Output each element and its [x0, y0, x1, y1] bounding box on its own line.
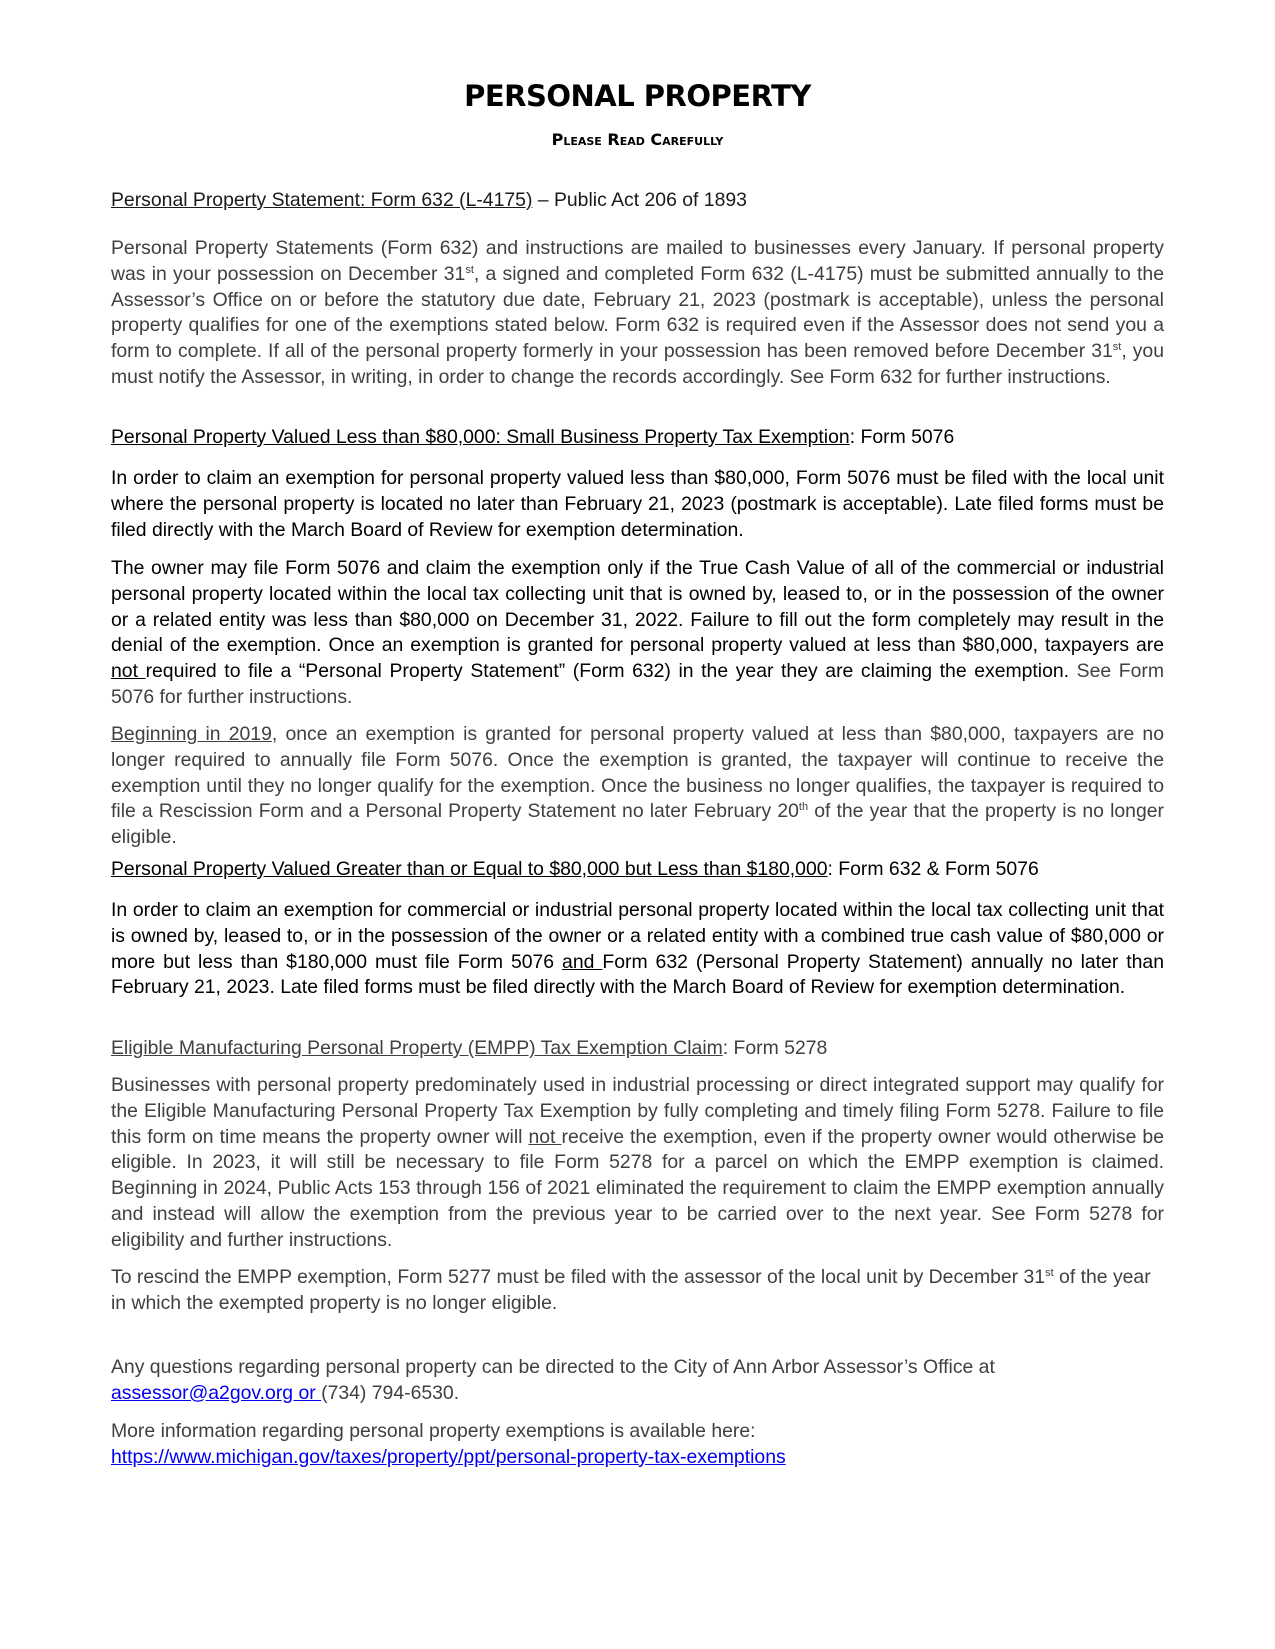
superscript: st — [1112, 341, 1122, 354]
paragraph-combined-value — [111, 898, 1164, 1001]
section-heading-empp — [111, 1036, 1164, 1062]
emphasis-and: and — [562, 950, 603, 973]
paragraph-text: The owner may file Form 5076 and claim the exemption only if the True Cash Value of all of the commercial or industrial personal property located within the local tax collecting unit that is owned by, leased to, or in the possession of the owner or a related entity was less than $80,000 on December 31, 2022. Failure to fill out the form completely may result in the denial of the exemption. Once an exemption is granted for personal property valued at less than $80,000, taxpayers are — [111, 557, 1164, 657]
section-heading-underlined: Eligible Manufacturing Personal Property (EMPP) Tax Exemption Claim — [111, 1037, 723, 1059]
section-heading-form-632 — [111, 188, 1164, 214]
michigan-exemptions-link[interactable]: https://www.michigan.gov/taxes/property/ppt/personal-property-tax-exemptions — [111, 1445, 786, 1468]
superscript: th — [798, 801, 809, 814]
assessor-email-link[interactable]: assessor@a2gov.org or — [111, 1381, 322, 1404]
more-info-text: More information regarding personal property exemptions is available here: — [111, 1420, 756, 1442]
paragraph-text: Form 632 (Personal Property Statement) annually no later than February 21, 2023. Late filed forms must be filed directly with the March Board of Review for exemption determination. — [111, 950, 1164, 999]
page-subtitle: Please Read Carefully — [551, 130, 724, 149]
superscript: st — [1045, 1267, 1054, 1279]
paragraph-text: To rescind the EMPP exemption, Form 5277 must be filed with the assessor of the local unit by December 31 — [111, 1266, 1046, 1288]
paragraph-form-632 — [111, 236, 1164, 391]
emphasis-beginning-2019: Beginning in 2019 — [111, 723, 272, 745]
paragraph-text: , you must notify the Assessor, in writing, in order to change the records accordingly. See Form 632 for further instructions. — [111, 340, 1164, 388]
paragraph-text: receive the exemption, even if the property owner would otherwise be eligible. In 2023, it will still be necessary to file Form 5278 for a parcel on which the EMPP exemption is claimed. Beginning in 2024, Public Acts 153 through 156 of 2021 eliminated the requirement to claim the EMPP exemption annually and instead will allow the exemption from the previous year to be carried over to the next year. See Form 5278 for eligibility and further instructions. — [111, 1125, 1164, 1251]
paragraph-text: In order to claim an exemption for commercial or industrial personal property located within the local tax collecting unit that is owned by, leased to, or in the possession of the owner or a related entity with a combined true cash value of $80,000 or more but less than $180,000 must file Form 5076 — [111, 899, 1164, 973]
paragraph-text: required to file a “Personal Property Statement” (Form 632) in the year they are claiming the exemption. — [145, 660, 1070, 683]
contact-text: Any questions regarding personal property can be directed to the City of Ann Arbor Assessor’s Office at — [111, 1356, 995, 1378]
paragraph-text: of the year in which the exempted property is no longer eligible. — [111, 1266, 1151, 1314]
contact-phone: (734) 794-6530. — [321, 1381, 460, 1404]
section-heading-rest: : Form 5076 — [849, 426, 955, 448]
paragraph-text: , a signed and completed Form 632 (L-4175) must be submitted annually to the Assessor’s Office on or before the statutory due date, February 21, 2023 (postmark is acceptable), unless the personal property qualifies for one of the exemptions stated below. Form 632 is required even if the Assessor does not send you a form to complete. If all of the personal property formerly in your possession has been removed before December 31 — [111, 262, 1165, 363]
paragraph-text: See Form 5076 for further instructions. — [111, 660, 1165, 708]
section-heading-rest: : Form 632 & Form 5076 — [827, 858, 1039, 880]
paragraph-text: , once an exemption is granted for personal property valued at less than $80,000, taxpayers are no longer required to annually file Form 5076. Once the exemption is granted, the taxpayer will continue to receive the exemption until they no longer qualify for the exemption. Once the business no longer qualifies, the taxpayer is required to file a Rescission Form and a Personal Property Statement no later February 20 — [111, 723, 1164, 823]
section-heading-underlined: Personal Property Statement: Form 632 (L-4175) — [111, 189, 533, 211]
paragraph-empp-rescind — [111, 1265, 1164, 1317]
page-title: PERSONAL PROPERTY — [464, 79, 811, 113]
section-heading-form-5076 — [111, 425, 1164, 451]
section-heading-underlined: Personal Property Valued Greater than or Equal to $80,000 but Less than $180,000 — [111, 858, 828, 880]
emphasis-not: not — [528, 1125, 562, 1148]
more-info-paragraph — [111, 1419, 1164, 1471]
section-heading-form-632-5076 — [111, 857, 1164, 883]
paragraph-text: Personal Property Statements (Form 632) and instructions are mailed to businesses every January. If personal property was in your possession on December 31 — [111, 237, 1164, 285]
paragraph-form-5076-eligibility — [111, 556, 1164, 711]
emphasis-not: not — [111, 660, 146, 683]
paragraph-form-5076-claim: In order to claim an exemption for personal property valued less than $80,000, Form 5076 must be filed with the local unit where the personal property is located no later than February 21, 2023 (postmark is acceptable). Late filed forms must be filed directly with the March Board of Review for exemption determination. — [111, 467, 1164, 541]
paragraph-text: Businesses with personal property predominately used in industrial processing or direct integrated support may qualify for the Eligible Manufacturing Personal Property Tax Exemption by fully completing and timely filing Form 5278. Failure to file this form on time means the property owner will — [111, 1074, 1164, 1148]
paragraph-text: of the year that the property is no longer eligible. — [111, 800, 1164, 849]
section-heading-rest: – Public Act 206 of 1893 — [532, 189, 747, 211]
contact-paragraph — [111, 1355, 1164, 1407]
paragraph-empp — [111, 1073, 1164, 1254]
paragraph-beginning-2019 — [111, 722, 1164, 851]
section-heading-rest: : Form 5278 — [722, 1037, 828, 1059]
section-heading-underlined: Personal Property Valued Less than $80,000: Small Business Property Tax Exemption — [111, 426, 850, 448]
superscript: st — [465, 263, 474, 276]
